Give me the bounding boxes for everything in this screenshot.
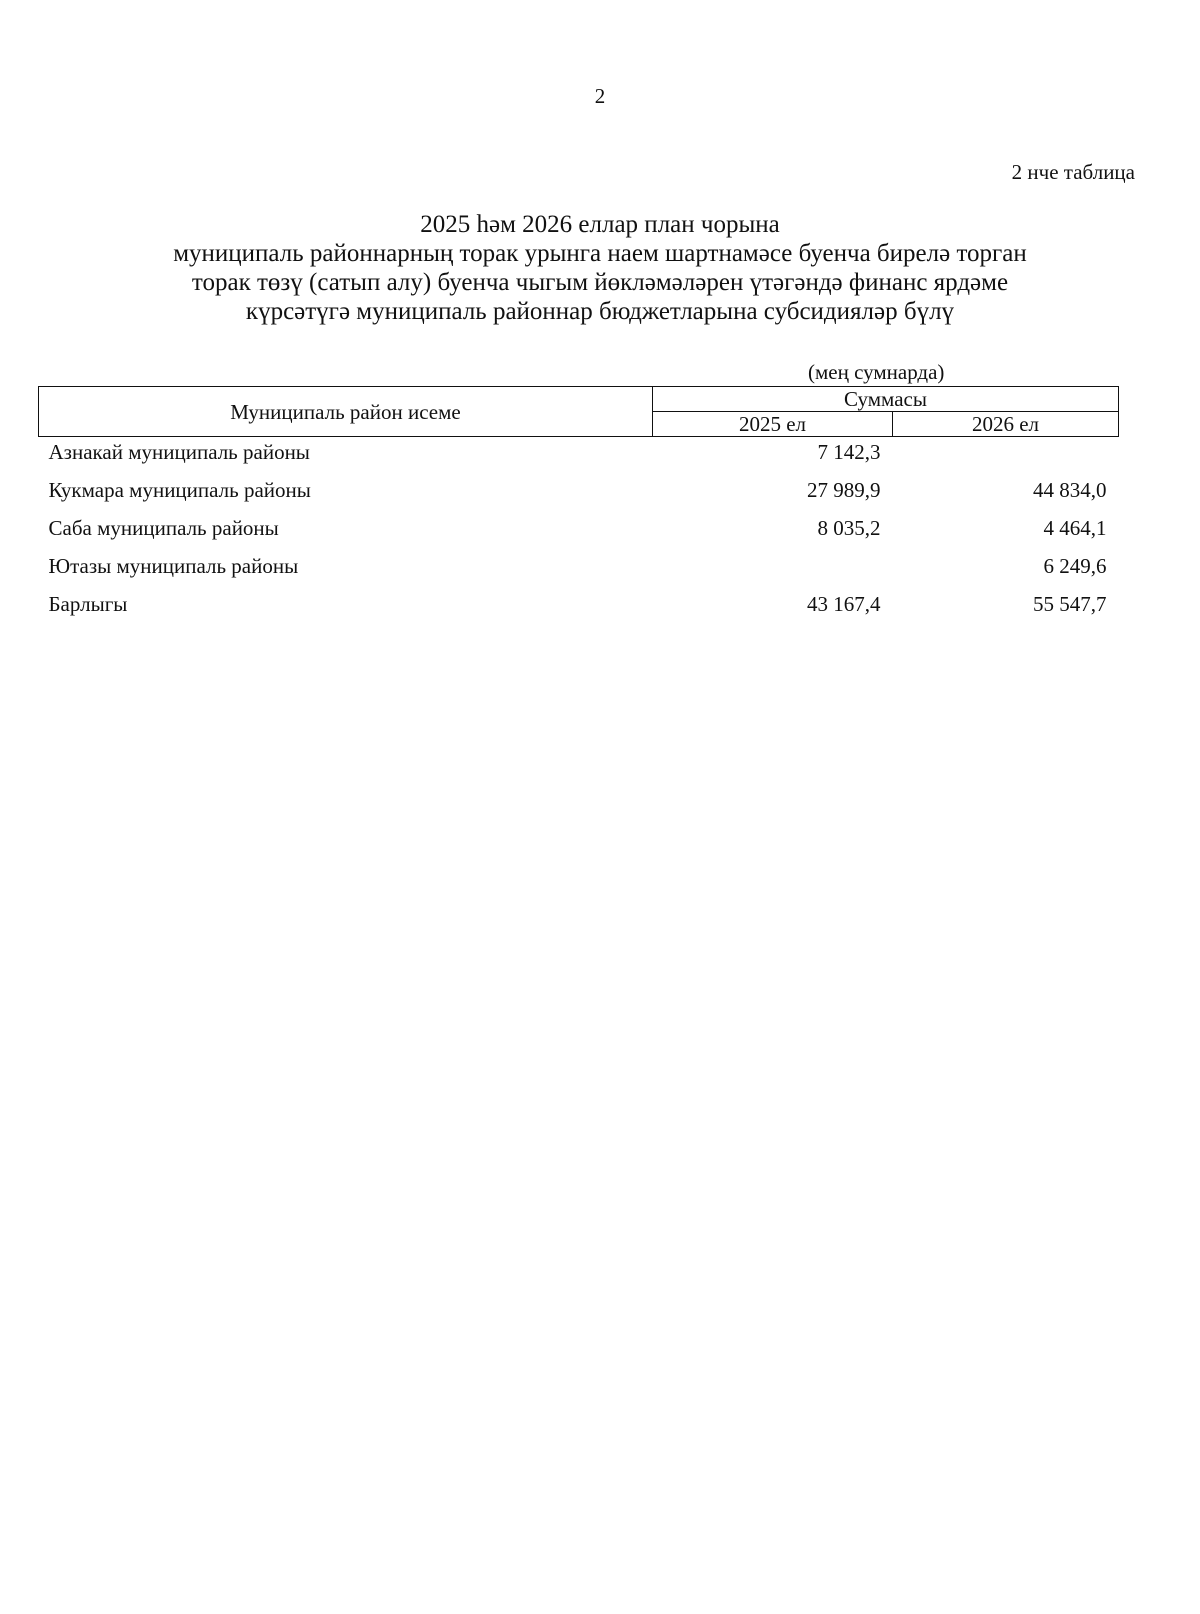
district-column-header: Муниципаль район исеме	[39, 387, 653, 437]
table-row	[39, 437, 1119, 478]
title-line: күрсәтүгә муниципаль районнар бюджетларына субсидияләр бүлү	[245, 298, 955, 325]
table-label: 2 нче таблица	[1011, 160, 1135, 184]
sum-2026: 6 249,6	[1043, 554, 1107, 578]
table-row	[39, 515, 1119, 553]
title-line: муниципаль районнарның торак урынга наем шартнамәсе буенча бирелә торган	[173, 240, 1027, 267]
table-row	[39, 553, 1119, 591]
table-row	[39, 477, 1119, 515]
district-name: Саба муниципаль районы	[48, 516, 279, 540]
sum-2025: 8 035,2	[817, 516, 881, 540]
units-note: (мең сумнарда)	[808, 360, 945, 384]
total-2025: 43 167,4	[807, 592, 881, 616]
district-name: Азнакай муниципаль районы	[48, 440, 310, 464]
district-name: Ютазы муниципаль районы	[48, 554, 299, 578]
sum-2025: 27 989,9	[807, 478, 881, 502]
title-line: 2025 һәм 2026 еллар план чорына	[420, 211, 780, 238]
sum-group-header: Суммасы	[653, 387, 1119, 412]
district-name: Кукмара муниципаль районы	[48, 478, 311, 502]
sum-2026: 4 464,1	[1043, 516, 1107, 540]
total-2026: 55 547,7	[1033, 592, 1107, 616]
sum-2026	[893, 437, 1119, 478]
sum-2025	[653, 553, 893, 591]
title-line: торак төзү (сатып алу) буенча чыгым йөкләмәләрен үтәгәндә финанс ярдәме	[191, 269, 1009, 296]
document-title	[100, 210, 1100, 326]
year-2026-header: 2026 ел	[893, 412, 1119, 437]
sum-2025: 7 142,3	[817, 440, 881, 464]
page-number: 2	[594, 84, 606, 108]
sum-2026: 44 834,0	[1033, 478, 1107, 502]
year-2025-header: 2025 ел	[653, 412, 893, 437]
total-row	[39, 591, 1119, 629]
subsidy-table	[38, 386, 1119, 629]
total-label: Барлыгы	[48, 592, 128, 616]
